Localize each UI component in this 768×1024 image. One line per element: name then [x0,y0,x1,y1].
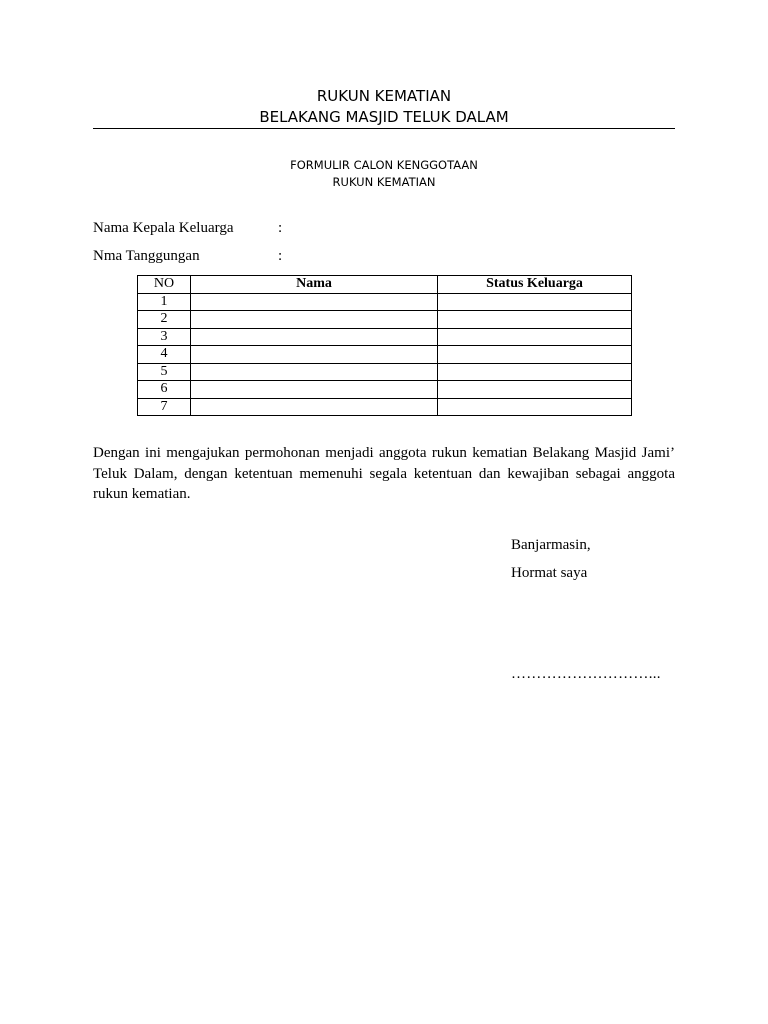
row-nama-cell [191,363,438,381]
row-number: 2 [138,311,191,329]
table-row [138,346,632,364]
signature-name-line: ………………………... [511,666,661,682]
dependents-label: Nma Tanggungan [93,248,200,264]
table-row [138,311,632,329]
row-number: 1 [138,293,191,311]
row-nama-cell [191,293,438,311]
column-header-no: NO [138,276,191,294]
row-nama-cell [191,328,438,346]
row-nama-cell [191,346,438,364]
row-status-cell [438,293,632,311]
column-header-status: Status Keluarga [438,276,632,294]
head-of-family-label: Nama Kepala Keluarga [93,220,234,236]
form-subtitle: RUKUN KEMATIAN [332,175,436,189]
row-status-cell [438,363,632,381]
document-title: RUKUN KEMATIAN [316,87,452,105]
table-row [138,293,632,311]
row-nama-cell [191,381,438,399]
column-header-nama: Nama [191,276,438,294]
signature-closing: Hormat saya [511,565,588,581]
dependents-colon: : [278,248,283,264]
dependents-table [137,275,632,416]
header-divider [93,128,675,129]
row-number: 4 [138,346,191,364]
table-header-row [138,276,632,294]
head-of-family-colon: : [278,220,283,236]
row-number: 7 [138,398,191,416]
signature-place: Banjarmasin, [511,537,591,553]
row-number: 5 [138,363,191,381]
row-status-cell [438,346,632,364]
table-row [138,398,632,416]
row-status-cell [438,381,632,399]
row-number: 6 [138,381,191,399]
application-statement: Dengan ini mengajukan permohonan menjadi anggota rukun kematian Belakang Masjid Jami’ Teluk Dalam, dengan ketentuan memenuhi segala ketentuan dan kewajiban sebagai anggota rukun kematian. [93,445,675,502]
row-number: 3 [138,328,191,346]
form-title: FORMULIR CALON KENGGOTAAN [290,158,478,172]
document-subtitle-organization: BELAKANG MASJID TELUK DALAM [259,108,509,126]
table-row [138,381,632,399]
row-status-cell [438,311,632,329]
table-row [138,328,632,346]
table-row [138,363,632,381]
row-nama-cell [191,311,438,329]
row-status-cell [438,328,632,346]
row-nama-cell [191,398,438,416]
row-status-cell [438,398,632,416]
